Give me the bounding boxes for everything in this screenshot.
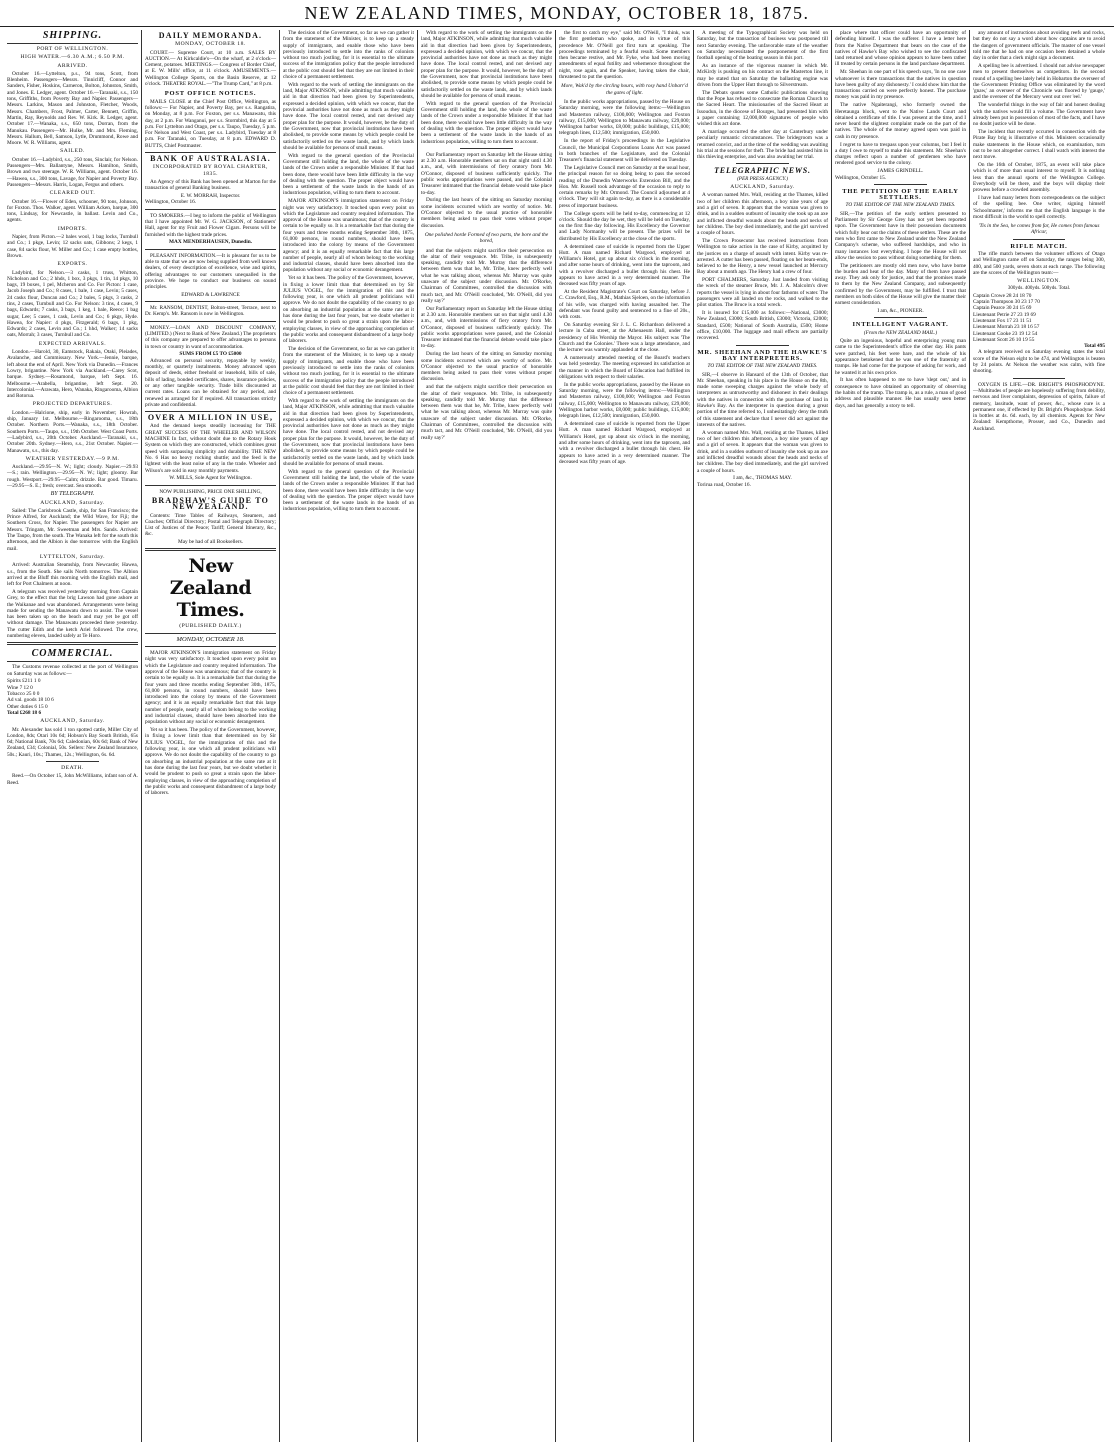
column-ads xyxy=(142,30,280,1442)
rifle-after-text: A telegram received on Saturday evening states the total score of the Nelson eight to be 474, and Wellington is beaten by 24 points. At Nelson the weather was calm, with fine shooting. xyxy=(973,349,1105,375)
sailed-text: October 16.—Ladybird, s.s., 250 tons, Sinclair, for Nelson. Passengers—Mrs. Ballantyne, Messrs. Hamilton, Smith, Brown and two steerage. W. R. Williams, agent. October 16.—Hawea, s.s., 300 tons, Lavage, for Napier and Poverty Bay. Passengers—Messrs. Harris, Logan, Fergus and others. xyxy=(7,156,138,188)
letter-paragraph: place where that officer could have an opportunity of defending himself. I was the sufferer. I have a letter here from the Native Department that bears on the case of the natives of Hawke's Bay who wished to see the confiscated land returned and whose opinion appears to have been rather ill treated by certain persons in the land purchase department. xyxy=(835,30,966,68)
cleared-label: CLEARED OUT. xyxy=(49,190,96,197)
rifle-row: Lieutenant Scott 26 10 19 55 xyxy=(973,336,1035,343)
pleasant-ad-text: PLEASANT INFORMATION.—It is pleasant for us to be able to state that we are now being supplied from well known dealers, of every description of excellence, wine and spirits, offering advantages to our customers unequalled in the province. We hope to conduct our business on sound principles. xyxy=(145,252,276,291)
news-paragraph: A meeting of the Typographical Society was held on Saturday, but the transaction of business was postponed till next Saturday evening. The unfavorable state of the weather on Saturday necessitated the postponement of the first football opening of the boating season in this port. xyxy=(697,30,828,62)
parliament-paragraph: and that the subjects might sacrifice their persecution on the altar of their vengeance. Mr. Tribe, in subsequently speaking, candidly told Mr. Murray that the difference between them was that he, Mr. Tribe, knew perfectly well what he was talking about, whereas Mr. Murray was quite unaware of the subject under discussion. Mr. O'Rorke, Chairman of Committees, controlled the discussion with much tact, and Mr. O'Neill concluded, 'Mr. O'Neill, did you really say?' xyxy=(421,247,552,304)
customs-row: Tobacco 25 0 0 xyxy=(7,691,40,698)
projected-label: PROJECTED DEPARTURES. xyxy=(32,401,113,408)
quoted-verse: One polished horde Formed of two parts, the bore and the bored, xyxy=(424,231,549,245)
petition-heading: THE PETITION OF THE EARLY SETTLERS. xyxy=(842,187,959,202)
divider xyxy=(145,411,276,412)
divider xyxy=(145,485,276,486)
rifle-match-text: The rifle match between the volunteer officers of Otago and Wellington came off on Saturday, the ranges being 300, 400, and 500 yards, seven shots at each range. The following are the scores of the Wellington team:— xyxy=(973,251,1105,276)
rifle-row: Lieutenant Fox 17 23 11 51 xyxy=(973,317,1032,324)
lyttelton-place: LYTTELTON, Saturday. xyxy=(39,553,106,560)
telegraph-place: AUCKLAND, Saturday. xyxy=(40,499,105,506)
leader-paragraph: With regard to the general question of the Provincial Government still holding the land, the whole of the waste lands of the Crown under a responsible Minister. If that had been done, there would have been little difficulty in the way of dealing with the question. The proper object would have been a settlement of the waste lands in the hands of an industrious population, willing to turn them to account. xyxy=(283,468,414,513)
quoted-verse: 'Tis in the Sea, he comes from far, He comes from famous Africar, xyxy=(978,223,1100,236)
lyttelton-text: Arrived: Australian Steamship, from Newcastle; Hawea, s.s., from the South. She sails North tomorrow. The Albion arrived at the Bluff this morning with the English mail, and left for Port Chalmers at noon. xyxy=(7,562,138,588)
divider xyxy=(874,317,926,318)
rifle-row: Lieutenant Cooke 23 19 12 54 xyxy=(973,330,1038,337)
nameplate-sub: (PUBLISHED DAILY.) xyxy=(179,623,242,630)
misc-paragraph: I have had many letters from correspondents on the subject of the spelling bee. One writer, signing himself 'Schoolmaster,' informs me that the English language is the most difficult in the world to spell correctly. xyxy=(973,194,1105,220)
misc-paragraph: On the 16th of October, 1875, an event will take place which is of more than usual interest to myself. It is nothing less than the annual sports of the Wellington College. Everybody will be there, and the boys will display their prowess before a crowded assembly. xyxy=(973,161,1105,194)
news-paragraph: A marriage occurred the other day at Canterbury under peculiarly romantic circumstances. The bridegroom was a returned convict, and at the time of the wedding was awaiting his trial at the sessions for theft. The bride had assisted him in this thieving enterprise, and was also awaiting her trial. xyxy=(697,128,828,161)
guide-ad-foot: May be had of all Booksellers. xyxy=(177,539,244,546)
column-misc xyxy=(970,30,1108,1442)
memoranda-heading: DAILY MEMORANDA. xyxy=(158,31,263,40)
divider xyxy=(460,148,512,149)
parliament-paragraph: and that the subjects might sacrifice their persecution on the altar of their vengeance. Mr. Tribe, in subsequently speaking, candidly told Mr. Murray that the difference between them was that he, Mr. Tribe, knew perfectly well what he was talking about, whereas Mr. Murray was quite unaware of the subject under discussion. Mr. O'Rorke, Chairman of Committees, controlled the discussion with much tact, and Mr. O'Neill concluded, 'Mr. O'Neill, did you really say?' xyxy=(421,384,552,441)
bank-ad-sign: E. W. MORRAH, Inspector. xyxy=(180,193,241,200)
leader-paragraph: With regard to the work of settling the immigrants on the land, Major ATKINSON, while admitting that much valuable aid in that direction had been given by Superintendents, expressed a decided opinion, with which we concur, that the provincial authorities have not done as much as they might have done. The local control rested, and not devised any proper plan for the purpose. It would, however, be the duty of the Government, now that provincial institutions have been abolished, to provide some means by which people could be satisfactorily settled on the waste lands, and by which lands should be available for persons of small means. xyxy=(283,397,414,467)
arrived-label: ARRIVED. xyxy=(57,62,88,69)
guide-ad-head: NOW PUBLISHING, PRICE ONE SHILLING, xyxy=(159,488,262,495)
exports-text: Ladybird, for Nelson.—3 casks, 1 truss, Whitton, Nicholson and Co.; 2 hhds, 1 box, 3 pkgs, 1 tin, 14 pkgs, 10 bags, 19 boxes, 1 pel, Mcheron and Co. For Picton: 1 case, Jacob Joseph and Co.; 8 cases, 1 bale, 1 case, Levin; 5 cases, 24 casks flour, Duncan and Co.; 2 bales, 5 pkgs, 3 casks, 2 tins, 2 cases, Turnbull and Co. For Nelson: 3 tins, 4 cases, 9 bags, Edwards; 7 casks, 3 bags, 1 keg, 1 bale, Reece; 1 bag sugar, Lee; 5 cases, 1 cask, Levin and Co.; 6 pkgs, Hyde. Hawea, for Napier: 4 pkgs, Fitzgerald; 6 bags, 1 pkg, Edwards; 2 cases, Levin and Co.; 1 hhd, Walker; 14 sacks oats, Morrah; 3 cases, Turnbull and Co. xyxy=(7,269,138,339)
telegraphic-text: The Crown Prosecutor has received instructions from Wellington to take action in the case of Kirby, acquitted by the justices on a charge of assault with intent. Kirby was re-arrested. A cutter has been passed, floating on her beam-ends, believed to be the Henry, a new vessel launched at Mercury Bay about a month ago. The Henry had a crew of four. xyxy=(697,237,828,276)
telegraphic-text: It is insured for £15,000 as follows:—National, £3000; New Zealand, £3000; South British, £3000; Victoria, £2000; Standard, £500; National of South Australia, £500; Home office, £10,000. The luggage and mail effects are partially recovered. xyxy=(697,310,828,342)
arrived-text: October 16.—Lyttelton, p.s., 94 tons, Scott, from Blenheim. Passengers—Messrs. Tinnicliff, Connor and Sanders, Fisher, Hoskins, Carneron, Bolton, Johnston, Smith, and Jones. E. Ledger, agent. October 16.—Taranaki, s.s., 150 tons, Griffiths, from Poverty Bay and Napier. Passengers—Messrs. Larkins, Mason and Johnston, Fletcher, Woods, Messrs. Chambers, Frost, Palmer, Carter, Bennett, Griffin, Martin, Ray, Reynolds and Rev. W. Kirk. R. Ledger, agent. October 17.—Wanaka, s.s., 650 tons, Dorran, from the Manukau. Passengers—Mr. Hulke, Mr. and Mrs. Fleming, Messrs. Hallum, Bell, Samson, Lytle, Drummond, Rowe and Moore. W. R. Williams, agent. xyxy=(7,70,138,147)
tide-line: HIGH WATER.—6.30 A.M.; 6.50 P.M. xyxy=(20,54,125,61)
vagrant-text: It has often happened to me to have 'slept out,' and in consequence to have obtained an opportunity of observing the habits of the tramp. The tramp is, as a rule, a man of good address and plausible manner. He has usually seen better days, and has generally a story to tell. xyxy=(835,377,966,409)
rifle-match-heading: RIFLE MATCH. xyxy=(1010,242,1068,250)
divider xyxy=(145,152,276,153)
news-paragraph: The Debats quotes some Catholic publications showing that the Pope has refused to consecrate the Roman Church to the Sacred Heart. The missionaries of the Sacred Heart at Issoudun, in the diocese of Bourges, had presented him with a paper containing 12,000,000 signatures of people who wished this act done. xyxy=(697,89,828,128)
rifle-row: Captain Thompson 30 23 17 70 xyxy=(973,299,1040,306)
telegraphic-text: PORT CHALMERS, Saturday. Just landed from visiting the wreck of the steamer Bruce, Mr. J. A. Malcolm's diver reports the vessel is lying in about four fathoms of water. The passengers were all landed on the rocks, and walked to the pilot station. The Bruce is a total wreck. xyxy=(697,277,828,309)
telegraph-text: Sailed: The Carisbrook Castle, ship, for San Francisco; the Prince Alfred, for Auckland; the Wild Wave, for Fiji; the Southern Cross, for Napier. The passengers for Napier are Messrs. Tringam, Mr. Sweetman and Mrs. Sands. Arrived: The Taupo, from the south. The Wanaka left for the south this afternoon, and the Albion is due tomorrow with the English mail. xyxy=(7,507,138,552)
bank-ad-title: BANK OF AUSTRALASIA. xyxy=(150,154,271,164)
telegraphic-sub: (PER PRESS AGENCY.) xyxy=(737,175,788,182)
misc-paragraph: A spelling bee is advertised. I should not advise newspaper men to present themselves as competitors. In the second round of a spelling bee lately held in Hobarton the overseer of the Government Printing Office was eliminated by the word 'gnaw,' an overseer of the Chronicle was floored by 'gauge,' and the overseer of the Mercury went out over 'eel.' xyxy=(973,62,1105,101)
leader-paragraph: With regard to the general question of the Provincial Government still holding the land, the whole of the waste lands of the Crown under a responsible Minister. If that had been done, there would have been little difficulty in the way of dealing with the question. The proper object would have been a settlement of the waste lands in the hands of an industrious population, willing to turn them to account. xyxy=(421,100,552,145)
bank-ad-sub: INCORPORATED BY ROYAL CHARTER, 1835. xyxy=(153,164,268,177)
divider xyxy=(145,301,276,302)
masthead xyxy=(0,0,1114,27)
rifle-row: Captain Crowe 28 24 18 70 xyxy=(973,292,1032,299)
customs-row: Spirits £211 1 0 xyxy=(7,678,41,685)
parliament-paragraph: During the last hours of the sitting on Saturday morning some incidents occurred which are worthy of notice. Mr. O'Connor objected to the usual practice of honorable members being asked to pass their votes without proper discussion. xyxy=(421,197,552,229)
commercial-tele-place: AUCKLAND, Saturday. xyxy=(40,718,105,725)
sewing-ad-text: And the demand keeps steadily increasing for THE GREAT SUCCESS OF THE WHEELER AND WILSON MACHINE In fact, without doubt due to the Rotary Hook System on which they are constructed, which combines great speed with surpassing simplicity and durability. THE NEW No. 6 Has no heavy rocking shuttle; and the feed is the lightest with the least noise of any in the trade. Wheeler and Wilson's are sold in easy monthly payments. xyxy=(145,423,276,474)
leader-paragraph: Yet so it has been. The policy of the Government, however, in fixing a lower limit than that determined on by Sir JULIUS VOGEL, for the immigration of this and the following year, is one which all prudent politicians will approve. We do not doubt the capability of the country to go on absorbing an industrial population at the same rate at it has done during the last four years, but we doubt whether it would be prudent to push so great a strain upon the labor-employing classes, in view of the approaching completion of the public works and consequent disbandment of a large body of laborers. xyxy=(283,275,414,345)
column-telegraphic xyxy=(694,30,832,1442)
imports-label: IMPORTS. xyxy=(57,225,88,232)
leader-paragraph: The decision of the Government, so far as we can gather it from the statement of the Minister, is to keep up a steady supply of immigrants, and enable those who have been previously introduced to settle into the ranks of colonists without too much jostling, for it is essential to the ultimate success of the immigration policy that the people introduced at the public cost should feel that they are not limited in their choice of a permanent settlement. xyxy=(283,30,414,81)
weather-label: WEATHER YESTERDAY.—9 P.M. xyxy=(25,455,120,462)
divider xyxy=(736,163,788,164)
money-ad-sums: SUMS FROM £5 TO £5000 xyxy=(179,351,242,358)
sheehan-heading: MR. SHEEHAN AND THE HAWKE'S BAY INTERPRETERS. xyxy=(697,348,828,362)
pleasant-ad-sign: EDWARD & LAWRENCE xyxy=(181,291,240,298)
section-divider xyxy=(7,642,138,645)
news-paragraph: In the public works appropriations, passed by the House on Saturday morning, were the following items:—Wellington and Masterton railway, £100,000; Wellington and Foxton railway, £15,000; Wellington to Manawatu railway, £29,000; Wellington harbor works, £8,000; public buildings, £15,000; telegraph lines, £12,500; immigration, £50,000. xyxy=(559,381,690,420)
customs-row: Wine 7 12 0 xyxy=(7,684,33,691)
smokers-ad-text: TO SMOKERS.—I beg to inform the public of Wellington that I have appointed Mr. W. G. JACKSON, of Stationers' Hall, agent for my Fruit and Flower Cigars. Persons will be furnished with the highest trade prices. xyxy=(145,212,276,238)
letter-paragraph: The native Ngaiterangi, who formerly owned the Heretaunga block, went to the Native Lands Court and obtained a certificate of title. I was present at the time, and I never heard the slightest complaint made on the part of the natives. The whole of the money agreed upon was paid in cash in my presence. xyxy=(835,102,966,140)
divider xyxy=(145,321,276,322)
sewing-ad-head: OVER A MILLION IN USE, xyxy=(147,413,274,423)
commercial-heading: COMMERCIAL. xyxy=(7,648,138,662)
column-shipping xyxy=(4,30,142,1442)
news-paragraph: As an instance of the vigorous manner in which Mr. McKirdy is pushing on his contract on the Masterton line, it may be stated that on Saturday the ballasting engine was driven from the Upper Hutt through to Silverstream. xyxy=(697,62,828,88)
news-paragraph: the first to catch my eye," said Mr. O'Neill, "I think, was the first gentleman who spoke, and in virtue of this precedence Mr. O'Neill got first turn at speaking. The proceedings terminated by a fearful result. Some members then became restive, and Mr. Fyke, who had been moving amendments of equal futility and vehemence throughout the night, rose again, and the Speaker, having taken the chair, threatened to put the question. xyxy=(559,30,690,81)
shipping-heading: SHIPPING. xyxy=(7,30,138,44)
parliament-paragraph: During the last hours of the sitting on Saturday morning some incidents occurred which are worthy of notice. Mr. O'Connor objected to the usual practice of honorable members being asked to pass their votes without proper discussion. xyxy=(421,351,552,383)
sheehan-sign: I am, &c., THOMAS MAY. xyxy=(733,475,792,482)
exports-label: EXPORTS. xyxy=(57,261,88,268)
divider xyxy=(145,646,276,647)
sheehan-sub: TO THE EDITOR OF THE NEW ZEALAND TIMES. xyxy=(707,363,818,370)
divider xyxy=(1013,239,1066,240)
sewing-ad-sign: W. MILLS, Sole Agent for Wellington. xyxy=(169,475,252,482)
leader-paragraph: With regard to the work of settling the immigrants on the land, Major ATKINSON, while admitting that much valuable aid in that direction had been given by Superintendents, expressed a decided opinion, with which we concur, that the provincial authorities have not done as much as they might have done. The local control rested, and not devised any proper plan for the purpose. It would, however, be the duty of the Government, now that provincial institutions have been abolished, to provide some means by which people could be satisfactorily settled on the waste lands, and by which lands should be available for persons of small means. xyxy=(283,81,414,151)
leader-paragraph: Yet so it has been. The policy of the Government, however, in fixing a lower limit than that determined on by Sir JULIUS VOGEL, for the immigration of this and the following year, is one which all prudent politicians will approve. We do not doubt the capability of the country to go on absorbing an industrial population at the same rate at it has done during the last four years, but we doubt whether it would be prudent to push so great a strain upon the labor-employing classes, in view of the approaching completion of the public works and consequent disbandment of a large body of laborers. xyxy=(145,727,276,797)
news-paragraph: The Legislative Council met on Saturday at the usual hour, the principal reason for so doing being to pass the second reading of the Dunedin Waterworks Extension Bill, and the Hon. Mr. Russell took advantage of the occasion to reply to certain remarks by Mr. Ormond. The Council adjourned at 4 o'clock. They will sit again to-day, as there is a considerable press of important business. xyxy=(559,164,690,209)
column-parliament xyxy=(418,30,556,1442)
money-ad-text: MONEY.—LOAN AND DISCOUNT COMPANY, (LIMITED.) (Next to Bank of New Zealand.) The proprietors of this company are prepared to offer advantages to persons in town or country in want of accommodation. xyxy=(145,324,276,350)
money-ad-more: Advanced on personal security, repayable by weekly, monthly, or quarterly instalments. Money advanced upon deposit of deeds, either freehold or leasehold, bills of sale, bills of lading, bonded certificates, shares, insurance policies, or any other tangible security. Trade bills discounted at current rates. Loans can be obtained for any period, and renewed as arranged for if required. All transactions strictly private and confidential. xyxy=(145,357,276,408)
letter-paragraph: I regret to have to trespass upon your columns, but I feel it a duty I owe to myself to make this statement. Mr. Sheehan's charges reflect upon a number of gentlemen who have rendered good service to the colony. xyxy=(835,141,966,167)
rifle-col-headers: 300yds. 400yds. 500yds. Total. xyxy=(1007,286,1071,292)
expected-label: EXPECTED ARRIVALS. xyxy=(38,340,107,347)
commercial-tele-text: Mr. Alexander has sold 1 ton spotted cattle, Miller City of London, 8ds; Otari 10s 6d; Hobson's Bay South British, 65s 6d; National Bank, 70s 6d; Caledonian, 60s 6d; Bank of New Zealand, £34; Colonial, 50s. Sellers: New Zealand Insurance, 50s.; Kauri, 10s.; Thames, 12s.; Wellington, 6s. 6d. xyxy=(7,726,138,758)
leader-paragraph: With regard to the work of settling the immigrants on the land, Major ATKINSON, while admitting that much valuable aid in that direction had been given by Superintendents, expressed a decided opinion, with which we concur, that the provincial authorities have not done as much as they might have done. The local control rested, and not devised any proper plan for the purpose. It would, however, be the duty of the Government, now that provincial institutions have been abolished, to provide some means by which people could be satisfactorily settled on the waste lands, and by which lands should be available for persons of small means. xyxy=(421,30,552,99)
letter-date: Wellington, October 15. xyxy=(835,174,887,181)
column-local-news xyxy=(556,30,694,1442)
dentist-ad-text: Mr. RANSOM, DENTIST, Bolton-street, Terrace, next to Dr. Kemp's. Mr. Ransom is now in Wellington. xyxy=(145,305,276,318)
divider xyxy=(1013,378,1066,379)
bank-ad-text: An Agency of this Bank has been opened at Marton for the transaction of general Banking business. xyxy=(145,178,276,192)
sheehan-text: SIR,—I observe in Hansard of the 13th of October, that Mr. Sheehan, speaking in his place in the House on the 8th, made some sweeping charges against the whole body of interpreters as untrustworthy and dishonest in their dealings with the natives in connection with the purchase of land in Hawke's Bay. As the interpreter in question during a great portion of the time referred to, I unhesitatingly deny the truth of this statement and declare that I never did act against the interests of the natives. xyxy=(697,371,828,428)
quoted-verse: More, Wak'd by the circling hours, with rosy hand Unbarr'd the gates of light. xyxy=(561,83,688,96)
vagrant-text: Quite an ingenious, hopeful and enterprising young man came to the Superintendent's office the other day. His pants were patched, his feet were bare, and the whole of his appearance betokened that he was one of the fraternity of tramps. He had come for the purpose of asking for work, and he wanted it at his own price. xyxy=(835,338,966,376)
rifle-row: Captain Pearce 30 24 15 69 xyxy=(973,305,1032,312)
misc-paragraph: any amount of instructions about avoiding reefs and rocks, but they do not say a word about how captains are to avoid the dangers of government officials. The master of one vessel told me that he had on one occasion been detained a whole day in order that a clerk might sign a document. xyxy=(973,30,1105,62)
guide-ad-contents: Contents: Time Tables of Railways, Steamers, and Coaches; Official Directory; Postal and Telegraph Directory; List of Justices of the Peace; Tariff; General Itinerary, &c., &c. xyxy=(145,512,276,538)
death-text: Reed.—On October 15, John McWilliams, infant son of A. Reed. xyxy=(7,773,138,786)
bank-ad-date: Wellington, October 16. xyxy=(145,199,197,206)
death-label: DEATH. xyxy=(61,764,84,771)
customs-total: Total £268 18 6 xyxy=(7,709,42,716)
petition-sign: I am, &c., PIONEER. xyxy=(877,308,924,315)
telegraphic-place: AUCKLAND, Saturday. xyxy=(730,184,795,191)
customs-row: Other duties 6 15 0 xyxy=(7,703,48,710)
sheehan-date: Torirua road, October 16. xyxy=(697,481,751,488)
weather-text: Auckland.—29.95—N. W.; light; cloudy. Napier.—29.93—S.; rain. Wellington.—29.95—N. W.; light; gloomy. Bar rough. Westport.—29.95—Calm; drizzle. Bar good. Timaru.—29.95—S. E.; fresh; overcast. Sea smooth. xyxy=(7,464,138,489)
leader-paragraph: MAJOR ATKINSON'S immigration statement on Friday night was very satisfactory. It touched upon every point on which the Legislature and country required information. The approval of the House was unanimous; that of the country is certain to be equally so. It is a remarkable fact that during the four years and three months ending September 30th, 1875, 61,000 persons, in round numbers, should have been introduced into the colony by means of the Government agency; and it is an equally remarkable fact that this large number of people, nearly all of whom belong to the working and industrial classes, should have been absorbed into the population without any social or economic derangement. xyxy=(283,198,414,274)
leader-paragraph: With regard to the general question of the Provincial Government still holding the land, the whole of the waste lands of the Crown under a responsible Minister. If that had been done, there would have been little difficulty in the way of dealing with the question. The proper object would have been a settlement of the waste lands in the hands of an industrious population, willing to turn them to account. xyxy=(283,152,414,197)
parliament-paragraph: Our Parliamentary report on Saturday left the House sitting at 2.30 a.m. Honorable members sat on that night until 4.30 a.m., and, with intermissions of fiery oratory from Mr. O'Connor, disposed of business sufficiently quickly. The public works appropriations were passed, and the Colonial Treasurer intimated that the financial debate would take place to-day. xyxy=(421,151,552,196)
petition-text: SIR,—The petition of the early settlers presented to Parliament by Sir George Grey has not yet been reported upon. The Government have in their possession documents which fully bear out the claims of these settlers. These are the men who first came to New Zealand under the New Zealand Company's scheme, who suffered hardships, and who in many instances lost everything. I hope the House will not allow the session to pass without doing something for them. xyxy=(835,210,966,261)
petition-text: The petitioners are mostly old men now, who have borne the burden and heat of the day. Many of them have passed away. They ask only for justice, and that the promises made to them by the New Zealand Company, and subsequently confirmed by the Government, may be fulfilled. I trust that members on both sides of the House will give the matter their earnest consideration. xyxy=(835,262,966,307)
news-paragraph: On Saturday evening Sir J. L. C. Richardson delivered a lecture in Cuba street, at the Athenaeum Hall, under the presidency of His Worship the Mayor. His subject was 'The Church and the Colonies.' There was a large attendance, and the lecturer was warmly applauded at the close. xyxy=(559,322,690,354)
letter-sign: JAMES GRINDELL. xyxy=(877,168,924,175)
phosphodyne-ad-text: OXYGEN IS LIFE.—DR. BRIGHT'S PHOSPHODYNE.—Multitudes of people are hopelessly suffering from debility, nervous and liver complaints, depression of spirits, failure of memory, lassitude, want of power, &c., whose cure is a permanent one, if effected by Dr. Bright's Phosphodyne. Sold in bottles at 4s. 6d. each, by all chemists. Agents for New Zealand: Kempthorne, Prosser, and Co., Dunedin and Auckland. xyxy=(973,381,1105,432)
post-office-text: MAILS CLOSE at the Chief Post Office, Wellington, as follows:— For Napier, and Poverty Bay, per s.s. Rangatira, on Monday, at 8 p.m. For Foxton, per s.s. Manawatu, this day, at 2 p.m. For Wanganui, per s.s. Stormbird, this day at 5 p.m. For Lyttelton and Otago, per s.s. Taupo, Tuesday, 5 p.m. For Nelson and West Coast, per s.s. Ladybird, Tuesday at 8 p.m. For Taranaki, on Tuesday, at 8 p.m. EDWARD D. BUTTS, Chief Postmaster. xyxy=(145,98,276,149)
news-paragraph: A numerously attended meeting of the Board's teachers was held yesterday. The meeting expressed its satisfaction at the manner in which the Board of Education had fulfilled its obligations with respect to their salaries. xyxy=(559,355,690,380)
misc-paragraph: The wonderful things in the way of fair and honest dealing with the natives would fill a volume. The Government have already been put in possession of most of the facts, and I have no doubt justice will be done. xyxy=(973,102,1105,128)
telegraphic-heading: TELEGRAPHIC NEWS. xyxy=(714,166,811,176)
misc-paragraph: The incident that recently occurred in connection with the Pirate Bay brig is illustrative of this. Ministers occasionally make statements in the House which, on examination, turn out to be not altogether correct. I shall watch with interest the next move. xyxy=(973,128,1105,161)
letter-paragraph: Mr. Sheehan in one part of his speech says, 'In no one case whatsoever is there transactions that the natives in question have been guilty of any dishonesty.' I could show him that the transactions carried on were perfectly honest. The purchase money was paid in my presence. xyxy=(835,69,966,101)
customs-row: Ad val. goods 18 10 6 xyxy=(7,697,54,704)
imports-text: Napier, from Picton.—2 bales wool, 1 bag locks, Turnbull and Co.; 1 pkge, Levin; 12 sacks oats, Gibbons; 2 kegs, 1 case, 84 sacks flour, W. Miller and Co.; 1 case empty bottles, Brown. xyxy=(7,234,138,259)
news-paragraph: A determined case of suicide is reported from the Upper Hutt. A man named Richard Wargood, employed at Williams's Hotel, got up about six o'clock in the morning, and after some hours of drinking, went into the taproom, and with a revolver discharged a bullet through his chest. He appears to have acted in a very determined manner. The deceased was fifty years of age. xyxy=(559,243,690,288)
projected-text: London.—Halcione, ship, early in November; Howrah, ship, January 1st. Melbourne.—Ringarooma, s.s., 18th October. Northern Ports.—Wanaka, s.s., 18th October. Southern Ports.—Taupo, s.s., 19th October. West Coast Ports.—Ladybird, s.s., 20th October. Auckland.—Taranaki, s.s., October 20th. Sydney.—Hero, s.s., 21st October. Napier.—Manawatu, s.s., this day. xyxy=(7,409,138,454)
vagrant-sub: (From the NEW ZEALAND MAIL.) xyxy=(863,329,938,336)
divider xyxy=(736,345,788,346)
news-paragraph: In the public works appropriations, passed by the House on Saturday morning, were the following items:—Wellington and Masterton railway, £100,000; Wellington and Foxton railway, £15,000; Wellington to Manawatu railway, £29,000; Wellington harbor works, £8,000; public buildings, £15,000; telegraph lines, £12,500; immigration, £50,000. xyxy=(559,98,690,137)
news-paragraph: In the report of Friday's proceedings in the Legislative Council, the Municipal Corporations Loans Act was passed in both branches of the Legislature, and the Colonial Treasurer's financial statement will be delivered on Tuesday. xyxy=(559,138,690,164)
column-leader-cont xyxy=(280,30,418,1442)
column-letters xyxy=(832,30,970,1442)
nameplate-title: New Zealand Times. xyxy=(169,555,252,622)
newspaper-header-title: NEW ZEALAND TIMES, MONDAY, OCTOBER 18, 1875. xyxy=(304,2,810,23)
sheehan-text: A woman named Mrs. Wall, residing at the Thames, killed two of her children this afternoon, a boy nine years of age and a girl of seven. It appears that the woman was given to drink, and in a sudden outburst of insanity she took up an axe and inflicted dreadful wounds about the heads and necks of her children. The boy died immediately, and the girl survived a couple of hours. xyxy=(697,429,828,474)
news-paragraph: At the Resident Magistrate's Court on Saturday, before J. C. Crawford, Esq., R.M., Mathias Sjeloen, on the information of his wife, was charged with having assaulted her. The defendant was found guilty and sentenced to a fine of 20s., with costs. xyxy=(559,289,690,321)
telegraph-label: BY TELEGRAPH. xyxy=(50,491,95,498)
sailed-label: SAILED. xyxy=(60,148,85,155)
divider xyxy=(145,249,276,250)
rifle-row: Lieutenant Morrah 23 18 16 57 xyxy=(973,324,1040,331)
leader-dateline: MONDAY, OCTOBER 18. xyxy=(176,635,245,643)
news-paragraph: The College sports will be held to-day, commencing at 12 o'clock. Should the day be wet, they will be held on Tuesday, on the first fine day following. His Excellency the Governor and Lady Normanby will be present. The prizes will be distributed by His Excellency at the close of the sports. xyxy=(559,210,690,242)
telegraphic-text: A woman named Mrs. Wall, residing at the Thames, killed two of her children this afternoon, a boy nine years of age and a girl of seven. It appears that the woman was given to drink, and in a sudden outburst of insanity she took up an axe and inflicted dreadful wounds about the heads and necks of her children. The boy died immediately, and the girl survived a couple of hours. xyxy=(697,192,828,237)
memoranda-text: COURT.— Supreme Court, at 10 a.m. SALES BY AUCTION.— At Kirkcaldie's—On the wharf, at 2 o'clock— Cement, potatoes. MEETINGS.— Congress of Border Chief, at E. W. Mills' office, at 11 o'clock. AMUSEMENTS.— Wellington College Sports, on the Basin Reserve, at 12 o'clock. THEATRE ROYAL.—"The Trump Card," at 8 p.m. xyxy=(145,49,276,88)
petition-sub: TO THE EDITOR OF THE NEW ZEALAND TIMES. xyxy=(845,202,956,209)
parliament-paragraph: Our Parliamentary report on Saturday left the House sitting at 2.30 a.m. Honorable members sat on that night until 4.30 a.m., and, with intermissions of fiery oratory from Mr. O'Connor, disposed of business sufficiently quickly. The public works appropriations were passed, and the Colonial Treasurer intimated that the financial debate would take place to-day. xyxy=(421,305,552,350)
smokers-ad-sign: MAX MENDERHAUSEN, Dunedin. xyxy=(169,239,252,246)
memoranda-date: MONDAY, OCTOBER 18. xyxy=(175,41,246,48)
leader-paragraph: MAJOR ATKINSON'S immigration statement on Friday night was very satisfactory. It touched upon every point on which the Legislature and country required information. The approval of the House was unanimous; that of the country is certain to be equally so. It is a remarkable fact that during the four years and three months ending September 30th, 1875, 61,000 persons, in round numbers, should have been introduced into the colony by means of the Government agency; and it is an equally remarkable fact that this large number of people, nearly all of whom belong to the working and industrial classes, should have been absorbed into the population without any social or economic derangement. xyxy=(145,650,276,726)
vagrant-heading: INTELLIGENT VAGRANT. xyxy=(852,321,949,329)
casualty-text: A telegram was received yesterday morning from Captain Grey, to the effect that the brig Lawson had gone ashore at the Waikanae and was abandoned. Arrangements were being made for sending the Manawatu down to assist. The vessel has been taken up on the beach and may yet be got off without damage. The Manawatu proceeded there yesterday. The cutter Edith and the ketch Ariel followed. The crew, numbering eleven, landed safely at Te Horo. xyxy=(7,588,138,640)
cleared-text: October 16.—Flower of Eden, schooner, 90 tons, Johnson, for Foxton. Thos. Walker, agent. William Acken, barque, 300 tons, Lindsay, for Newcastle, in ballast. Levin and Co., agents. xyxy=(7,198,138,224)
divider xyxy=(145,548,276,551)
commercial-text: The Customs revenue collected at the port of Wellington on Saturday was as follows:— xyxy=(7,664,138,677)
rifle-total: Total 495 xyxy=(1084,343,1105,350)
divider xyxy=(145,633,276,634)
expected-text: London.—Harold, 30, Eamstock, Rakaia, Otaki, Pleiades, Avalanche, and Commissary. New York.—Jennie, barque, left about the end of April. New York via Dunedin.—Frances Lowry, brigantine. New York via Auckland.—Carey Scot, barque. Sydney.—Rosamond, barque, left Sept. 16. Melbourne.—Arabella, brigantine, left Sept. 20. Intercolonial.—Arawata, Hero, Wanaka, Ringarooma, Albion and Rotorua. xyxy=(7,349,138,400)
divider xyxy=(874,184,926,185)
rifle-row: Lieutenant Petrie 27 23 19 69 xyxy=(973,311,1036,318)
columns xyxy=(4,30,1110,1442)
guide-ad-title: BRADSHAW'S GUIDE TO NEW ZEALAND. xyxy=(151,495,270,512)
leader-paragraph: The decision of the Government, so far as we can gather it from the statement of the Minister, is to keep up a steady supply of immigrants, and enable those who have been previously introduced to settle into the ranks of colonists without too much jostling, for it is essential to the ultimate success of the immigration policy that the people introduced at the public cost should feel that they are not limited in their choice of a permanent settlement. xyxy=(283,346,414,397)
port-heading: PORT OF WELLINGTON. xyxy=(36,46,109,52)
post-office-heading: POST OFFICE NOTICES. xyxy=(164,90,257,98)
news-paragraph: A determined case of suicide is reported from the Upper Hutt. A man named Richard Wargood, employed at Williams's Hotel, got up about six o'clock in the morning, and after some hours of drinking, went into the taproom, and with a revolver discharged a bullet through his chest. He appears to have acted in a very determined manner. The deceased was fifty years of age. xyxy=(559,421,690,465)
divider xyxy=(145,209,276,210)
divider xyxy=(46,761,98,762)
rifle-team-label: WELLINGTON. xyxy=(1017,278,1061,285)
